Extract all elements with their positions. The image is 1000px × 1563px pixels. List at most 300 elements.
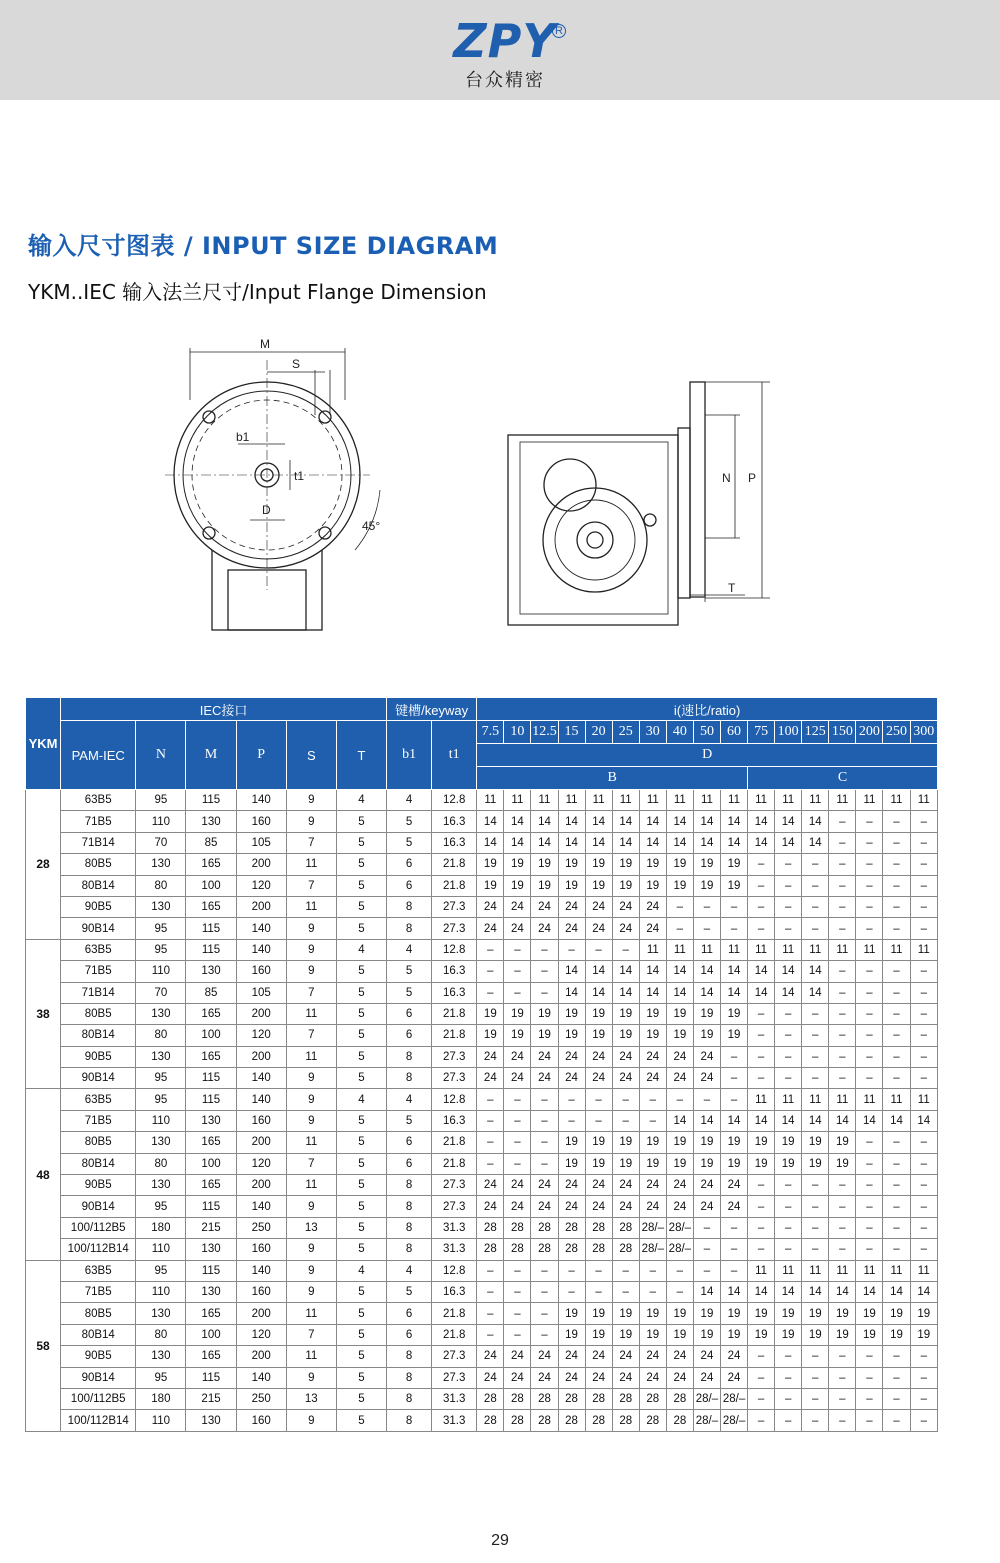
table-cell: 14	[585, 811, 612, 832]
table-cell: 11	[910, 939, 937, 960]
table-cell: –	[856, 1003, 883, 1024]
group-ratio: i(速比/ratio)	[477, 698, 938, 721]
table-cell: 105	[236, 832, 286, 853]
ratio-header: 250	[883, 721, 910, 744]
table-cell: –	[531, 982, 558, 1003]
table-cell: –	[910, 1025, 937, 1046]
table-cell: 90B5	[61, 896, 136, 917]
table-cell: 165	[186, 1046, 236, 1067]
table-cell: 19	[829, 1132, 856, 1153]
table-cell: –	[775, 1239, 802, 1260]
table-cell: 5	[387, 961, 432, 982]
table-cell: –	[829, 1410, 856, 1431]
table-cell: –	[748, 1196, 775, 1217]
table-cell: 24	[693, 1367, 720, 1388]
table-cell: 16.3	[432, 1281, 477, 1302]
table-cell: 19	[775, 1153, 802, 1174]
table-cell: 19	[639, 1153, 666, 1174]
table-cell: 4	[387, 1089, 432, 1110]
table-cell: 28	[585, 1239, 612, 1260]
table-cell: 14	[748, 961, 775, 982]
table-cell: 19	[666, 1153, 693, 1174]
table-cell: –	[531, 939, 558, 960]
table-cell: 19	[504, 854, 531, 875]
table-cell: 7	[286, 1153, 336, 1174]
table-cell: –	[666, 918, 693, 939]
table-cell: 7	[286, 1324, 336, 1345]
table-cell: 28	[585, 1388, 612, 1409]
table-cell: 24	[639, 1175, 666, 1196]
table-cell: –	[504, 1089, 531, 1110]
table-cell: 28/–	[639, 1239, 666, 1260]
table-row	[26, 832, 938, 853]
table-cell: 14	[910, 1281, 937, 1302]
table-cell: 6	[387, 1153, 432, 1174]
table-cell: –	[775, 1217, 802, 1238]
table-cell: –	[748, 918, 775, 939]
table-cell: 19	[558, 1003, 585, 1024]
table-cell: 19	[639, 1324, 666, 1345]
table-row	[26, 1217, 938, 1238]
table-cell: –	[504, 1153, 531, 1174]
table-cell: 19	[477, 1003, 504, 1024]
table-cell: 7	[286, 982, 336, 1003]
table-cell: 8	[387, 1367, 432, 1388]
table-cell: 24	[612, 1367, 639, 1388]
table-row	[26, 1196, 938, 1217]
table-cell: –	[802, 1410, 829, 1431]
table-cell: –	[775, 1068, 802, 1089]
table-cell: 71B5	[61, 1110, 136, 1131]
table-cell: 14	[802, 832, 829, 853]
table-cell: 21.8	[432, 1003, 477, 1024]
table-cell: –	[748, 1367, 775, 1388]
table-cell: 21.8	[432, 854, 477, 875]
table-cell: –	[802, 1068, 829, 1089]
table-cell: 200	[236, 896, 286, 917]
table-cell: –	[531, 1303, 558, 1324]
table-cell: 11	[585, 790, 612, 811]
ratio-header: 50	[693, 721, 720, 744]
ratio-header: 25	[612, 721, 639, 744]
table-cell: 24	[477, 1367, 504, 1388]
b-label: B	[477, 767, 748, 790]
table-cell: 28	[558, 1239, 585, 1260]
table-cell: 19	[612, 1132, 639, 1153]
table-cell: 63B5	[61, 1260, 136, 1281]
table-cell: 14	[585, 982, 612, 1003]
page-number: 29	[491, 1532, 509, 1549]
table-cell: 71B5	[61, 1281, 136, 1302]
table-cell: 24	[531, 1175, 558, 1196]
table-cell: 19	[612, 854, 639, 875]
table-cell: 5	[336, 1303, 386, 1324]
table-row	[26, 1281, 938, 1302]
table-cell: 130	[136, 1046, 186, 1067]
table-cell: 11	[666, 790, 693, 811]
table-cell: 19	[639, 1025, 666, 1046]
table-cell: 14	[748, 832, 775, 853]
table-cell: 4	[336, 790, 386, 811]
table-body	[26, 790, 938, 1432]
table-cell: 24	[477, 1046, 504, 1067]
table-cell: 9	[286, 1260, 336, 1281]
table-cell: 200	[236, 1003, 286, 1024]
table-cell: –	[775, 1046, 802, 1067]
table-cell: 90B5	[61, 1046, 136, 1067]
table-cell: –	[802, 1367, 829, 1388]
table-cell: 16.3	[432, 982, 477, 1003]
table-cell: 165	[186, 854, 236, 875]
table-cell: –	[748, 1217, 775, 1238]
table-cell: 14	[720, 811, 747, 832]
table-cell: 16.3	[432, 961, 477, 982]
table-cell: –	[748, 1068, 775, 1089]
ratio-header: 12.5	[531, 721, 558, 744]
table-cell: –	[883, 832, 910, 853]
table-cell: –	[558, 1281, 585, 1302]
table-cell: –	[829, 1239, 856, 1260]
table-cell: 19	[775, 1324, 802, 1345]
table-cell: –	[883, 1410, 910, 1431]
table-cell: 24	[531, 1196, 558, 1217]
table-cell: –	[910, 982, 937, 1003]
col-p: P	[236, 721, 286, 790]
table-cell: –	[477, 1324, 504, 1345]
table-cell: –	[720, 896, 747, 917]
table-cell: –	[910, 1388, 937, 1409]
ratio-header: 60	[720, 721, 747, 744]
table-cell: 4	[387, 1260, 432, 1281]
table-cell: –	[829, 1068, 856, 1089]
table-cell: –	[585, 1110, 612, 1131]
table-row	[26, 1303, 938, 1324]
table-cell: 24	[585, 1367, 612, 1388]
table-cell: 21.8	[432, 1132, 477, 1153]
table-cell: 11	[856, 1260, 883, 1281]
table-cell: –	[748, 1025, 775, 1046]
table-cell: –	[856, 832, 883, 853]
table-cell: –	[531, 1089, 558, 1110]
table-cell: 24	[720, 1196, 747, 1217]
table-cell: 19	[477, 875, 504, 896]
table-cell: –	[856, 1388, 883, 1409]
table-cell: 24	[477, 1068, 504, 1089]
section-title: 输入尺寸图表 / INPUT SIZE DIAGRAM	[28, 232, 499, 260]
table-cell: 80B5	[61, 1303, 136, 1324]
table-cell: 19	[829, 1324, 856, 1345]
table-cell: 14	[612, 982, 639, 1003]
col-pam-iec: PAM-IEC	[61, 721, 136, 790]
table-cell: 24	[693, 1346, 720, 1367]
table-cell: 19	[558, 1153, 585, 1174]
table-row	[26, 790, 938, 811]
table-cell: 28	[558, 1410, 585, 1431]
table-cell: –	[748, 1175, 775, 1196]
table-cell: –	[802, 1388, 829, 1409]
table-cell: 215	[186, 1388, 236, 1409]
table-cell: 28/–	[693, 1410, 720, 1431]
table-cell: 14	[775, 982, 802, 1003]
table-cell: –	[883, 1239, 910, 1260]
table-cell: –	[531, 1110, 558, 1131]
table-cell: –	[883, 1346, 910, 1367]
table-cell: 8	[387, 896, 432, 917]
table-cell: –	[883, 1132, 910, 1153]
table-cell: 14	[693, 961, 720, 982]
table-cell: 8	[387, 1410, 432, 1431]
table-cell: –	[666, 896, 693, 917]
table-cell: 19	[666, 1324, 693, 1345]
table-cell: 14	[748, 811, 775, 832]
table-cell: 14	[720, 832, 747, 853]
table-cell: 11	[883, 790, 910, 811]
table-cell: 140	[236, 1068, 286, 1089]
table-cell: 24	[639, 896, 666, 917]
table-cell: 19	[612, 1025, 639, 1046]
table-cell: 19	[883, 1324, 910, 1345]
table-cell: –	[775, 1003, 802, 1024]
table-cell: 14	[720, 982, 747, 1003]
table-cell: 90B14	[61, 1196, 136, 1217]
table-cell: –	[748, 854, 775, 875]
table-cell: 130	[136, 1346, 186, 1367]
table-cell: 19	[666, 1303, 693, 1324]
table-cell: 14	[720, 961, 747, 982]
table-cell: –	[775, 1410, 802, 1431]
table-cell: –	[504, 939, 531, 960]
table-cell: –	[883, 1046, 910, 1067]
table-cell: 27.3	[432, 1367, 477, 1388]
table-cell: 14	[612, 832, 639, 853]
table-cell: 12.8	[432, 1260, 477, 1281]
table-cell: 28	[639, 1388, 666, 1409]
table-cell: –	[775, 1196, 802, 1217]
ratio-header: 100	[775, 721, 802, 744]
table-row	[26, 1003, 938, 1024]
table-cell: 24	[666, 1367, 693, 1388]
table-cell: 9	[286, 1367, 336, 1388]
table-cell: –	[829, 982, 856, 1003]
table-cell: 19	[639, 1303, 666, 1324]
table-cell: 19	[910, 1303, 937, 1324]
table-cell: 19	[748, 1132, 775, 1153]
table-cell: 120	[236, 1025, 286, 1046]
table-cell: –	[883, 896, 910, 917]
table-cell: 90B14	[61, 918, 136, 939]
table-cell: 14	[585, 961, 612, 982]
table-cell: 9	[286, 1110, 336, 1131]
table-cell: 160	[236, 961, 286, 982]
ratio-header: 15	[558, 721, 585, 744]
table-row	[26, 811, 938, 832]
table-cell: 24	[585, 1175, 612, 1196]
table-cell: 200	[236, 1303, 286, 1324]
table-cell: 115	[186, 1367, 236, 1388]
table-cell: 11	[693, 939, 720, 960]
table-row	[26, 1068, 938, 1089]
table-cell: –	[856, 1239, 883, 1260]
table-cell: 6	[387, 854, 432, 875]
table-cell: 19	[775, 1303, 802, 1324]
table-cell: 19	[612, 1003, 639, 1024]
table-cell: 21.8	[432, 1303, 477, 1324]
table-cell: –	[585, 1089, 612, 1110]
table-cell: 24	[558, 896, 585, 917]
table-cell: 11	[775, 790, 802, 811]
table-cell: 140	[236, 1196, 286, 1217]
table-cell: 24	[612, 1046, 639, 1067]
table-cell: –	[829, 875, 856, 896]
table-cell: 14	[693, 982, 720, 1003]
table-cell: 24	[639, 918, 666, 939]
table-cell: 31.3	[432, 1388, 477, 1409]
table-cell: 11	[883, 939, 910, 960]
table-cell: –	[829, 1217, 856, 1238]
table-cell: –	[720, 1068, 747, 1089]
table-cell: 5	[336, 961, 386, 982]
table-cell: –	[856, 961, 883, 982]
table-cell: 80B14	[61, 1324, 136, 1345]
table-cell: 5	[336, 1388, 386, 1409]
table-cell: 14	[802, 961, 829, 982]
table-cell: 19	[775, 1132, 802, 1153]
table-cell: –	[910, 1003, 937, 1024]
table-cell: 115	[186, 918, 236, 939]
table-cell: –	[504, 1110, 531, 1131]
table-cell: 100/112B5	[61, 1217, 136, 1238]
table-cell: 11	[829, 1089, 856, 1110]
table-cell: 28/–	[720, 1388, 747, 1409]
table-cell: 130	[186, 1110, 236, 1131]
table-cell: 95	[136, 790, 186, 811]
table-cell: 28	[477, 1388, 504, 1409]
table-cell: –	[910, 918, 937, 939]
table-cell: 27.3	[432, 918, 477, 939]
table-cell: 28	[531, 1217, 558, 1238]
table-cell: 11	[910, 1089, 937, 1110]
table-cell: 14	[829, 1110, 856, 1131]
table-cell: 19	[585, 854, 612, 875]
table-cell: 5	[336, 896, 386, 917]
table-cell: 14	[720, 1281, 747, 1302]
table-cell: 28	[639, 1410, 666, 1431]
table-cell: 19	[693, 1324, 720, 1345]
table-cell: 100/112B14	[61, 1239, 136, 1260]
table-cell: –	[720, 1089, 747, 1110]
table-cell: 5	[336, 1410, 386, 1431]
table-cell: 130	[136, 1132, 186, 1153]
table-cell: 9	[286, 918, 336, 939]
table-cell: –	[802, 1175, 829, 1196]
table-cell: 16.3	[432, 1110, 477, 1131]
table-cell: –	[748, 1388, 775, 1409]
table-cell: –	[856, 982, 883, 1003]
table-cell: 5	[387, 1281, 432, 1302]
table-cell: 19	[612, 1153, 639, 1174]
table-cell: 27.3	[432, 1196, 477, 1217]
table-cell: 24	[477, 918, 504, 939]
table-cell: 19	[910, 1324, 937, 1345]
table-cell: 5	[336, 1281, 386, 1302]
table-cell: 8	[387, 1175, 432, 1196]
table-cell: 11	[693, 790, 720, 811]
table-cell: 5	[336, 1025, 386, 1046]
table-row	[26, 1260, 938, 1281]
table-cell: –	[910, 1046, 937, 1067]
table-cell: 19	[720, 1003, 747, 1024]
table-cell: 80B14	[61, 1025, 136, 1046]
table-cell: –	[531, 1260, 558, 1281]
table-cell: 19	[477, 1025, 504, 1046]
table-cell: 28	[666, 1388, 693, 1409]
table-cell: 90B5	[61, 1346, 136, 1367]
table-cell: 19	[720, 1303, 747, 1324]
table-cell: 100	[186, 1153, 236, 1174]
table-cell: 14	[883, 1110, 910, 1131]
table-cell: 9	[286, 961, 336, 982]
table-cell: –	[720, 1217, 747, 1238]
table-cell: 140	[236, 1260, 286, 1281]
table-cell: 11	[829, 1260, 856, 1281]
table-cell: 14	[477, 832, 504, 853]
col-b1: b1	[387, 721, 432, 790]
table-cell: 11	[286, 1003, 336, 1024]
table-cell: –	[829, 896, 856, 917]
table-cell: –	[504, 1324, 531, 1345]
table-cell: 24	[477, 1175, 504, 1196]
table-cell: 19	[639, 854, 666, 875]
table-cell: 19	[720, 854, 747, 875]
table-cell: 28	[504, 1217, 531, 1238]
table-cell: –	[802, 896, 829, 917]
table-cell: 5	[336, 982, 386, 1003]
table-cell: 19	[504, 875, 531, 896]
table-cell: 95	[136, 1367, 186, 1388]
table-cell: 5	[336, 1175, 386, 1196]
table-cell: –	[910, 1217, 937, 1238]
table-cell: 19	[585, 1153, 612, 1174]
table-cell: 28	[558, 1388, 585, 1409]
table-cell: –	[883, 811, 910, 832]
table-cell: 71B14	[61, 832, 136, 853]
table-cell: –	[829, 1025, 856, 1046]
table-cell: 90B14	[61, 1367, 136, 1388]
table-cell: –	[829, 1046, 856, 1067]
table-cell: 6	[387, 875, 432, 896]
table-cell: 100/112B14	[61, 1410, 136, 1431]
ykm-size: 48	[26, 1089, 61, 1260]
table-cell: 19	[748, 1303, 775, 1324]
table-cell: 24	[666, 1175, 693, 1196]
table-cell: 11	[748, 939, 775, 960]
table-cell: 24	[612, 1175, 639, 1196]
table-cell: 19	[531, 875, 558, 896]
table-cell: 85	[186, 832, 236, 853]
table-cell: 200	[236, 1046, 286, 1067]
table-cell: 24	[531, 1346, 558, 1367]
table-cell: 19	[558, 1303, 585, 1324]
table-cell: 4	[387, 790, 432, 811]
table-cell: 5	[336, 1239, 386, 1260]
table-cell: 11	[286, 854, 336, 875]
table-cell: 14	[666, 811, 693, 832]
table-cell: –	[558, 1089, 585, 1110]
table-cell: –	[504, 1303, 531, 1324]
table-cell: 180	[136, 1388, 186, 1409]
table-cell: 14	[639, 982, 666, 1003]
table-cell: 24	[720, 1367, 747, 1388]
